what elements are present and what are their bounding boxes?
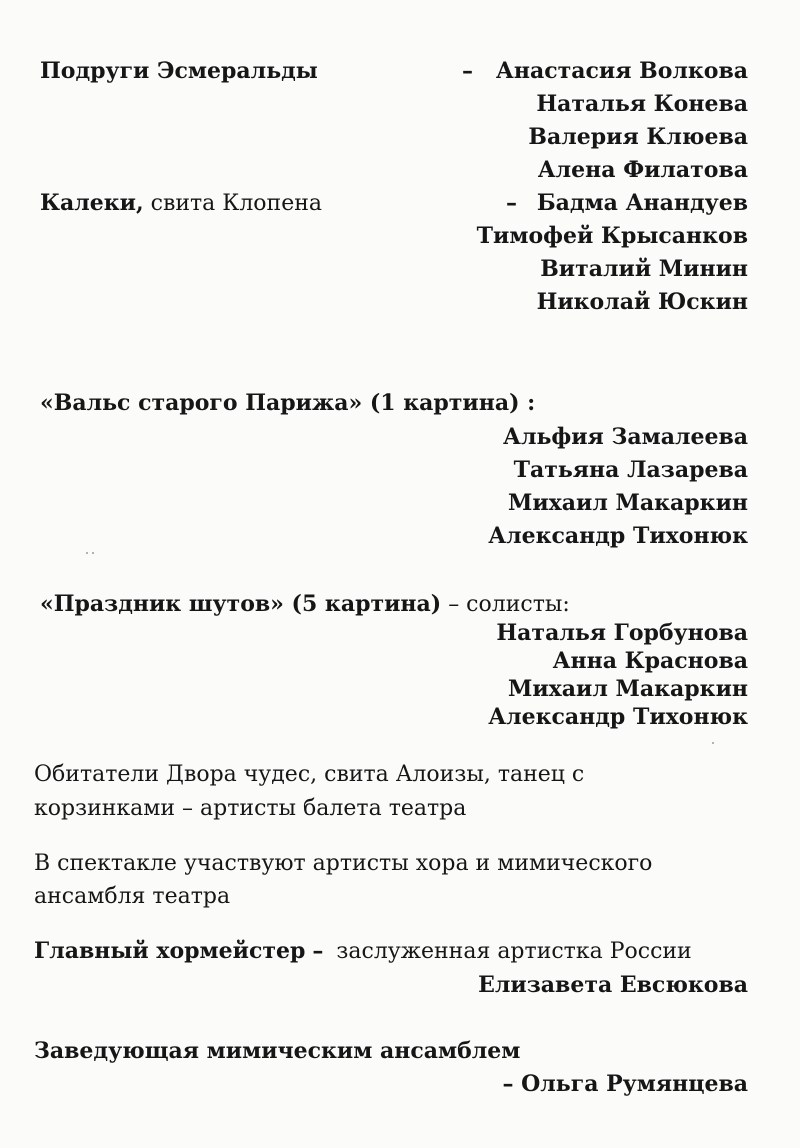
chief-choirmaster-line <box>34 940 692 963</box>
chief-choirmaster-title: заслуженная артистка России <box>336 939 692 964</box>
fools-feast-note: – солисты: <box>448 592 570 617</box>
performer-name: Альфия Замалеева <box>503 424 748 450</box>
choir-note-line-1: В спектакле участвуют артисты хора и мимического <box>34 851 653 876</box>
performer-name: Александр Тихонюк <box>488 704 748 730</box>
mime-head-role: Заведующая мимическим ансамблем <box>34 1038 521 1064</box>
cripples-role-note: свита Клопена <box>150 191 322 216</box>
performer-name: Николай Юскин <box>536 289 748 315</box>
performer-name: Тимофей Крысанков <box>476 223 748 249</box>
chief-choirmaster-role: Главный хормейстер <box>34 938 306 964</box>
choir-note-line-2: ансамбля театра <box>34 884 231 909</box>
esmeralda-friends-role: Подруги Эсмеральды <box>40 58 318 84</box>
fools-feast-title-line <box>40 593 570 616</box>
scan-speck <box>712 742 714 744</box>
performer-name: Татьяна Лазарева <box>513 457 748 483</box>
performer-name: Михаил Макаркин <box>508 490 748 516</box>
court-of-miracles-line-1: Обитатели Двора чудес, свита Алоизы, танец с <box>34 762 585 787</box>
performer-name: Виталий Минин <box>540 256 748 282</box>
performer-name: Наталья Горбунова <box>496 620 748 646</box>
performer-name: Бадма Анандуев <box>536 190 748 216</box>
cripples-dash: – <box>506 190 517 216</box>
performer-name: Наталья Конева <box>536 91 748 117</box>
scan-speck <box>92 552 94 554</box>
performer-name: Алена Филатова <box>537 157 748 183</box>
cripples-role-line <box>40 192 322 215</box>
performer-name: Михаил Макаркин <box>508 676 748 702</box>
mime-head-name: – Ольга Румянцева <box>502 1071 748 1097</box>
esmeralda-friends-dash: – <box>462 58 473 84</box>
performer-name: Анастасия Волкова <box>495 58 748 84</box>
waltz-title: «Вальс старого Парижа» (1 картина) : <box>40 390 536 416</box>
cripples-role: Калеки, <box>40 190 144 216</box>
court-of-miracles-line-2: корзинками – артисты балета театра <box>34 796 467 821</box>
chief-choirmaster-dash: – <box>312 938 324 964</box>
performer-name: Анна Краснова <box>552 648 748 674</box>
chief-choirmaster-name: Елизавета Евсюкова <box>478 972 748 998</box>
scan-speck <box>86 552 88 554</box>
fools-feast-title: «Праздник шутов» (5 картина) <box>40 591 442 617</box>
performer-name: Валерия Клюева <box>528 124 748 150</box>
performer-name: Александр Тихонюк <box>488 523 748 549</box>
